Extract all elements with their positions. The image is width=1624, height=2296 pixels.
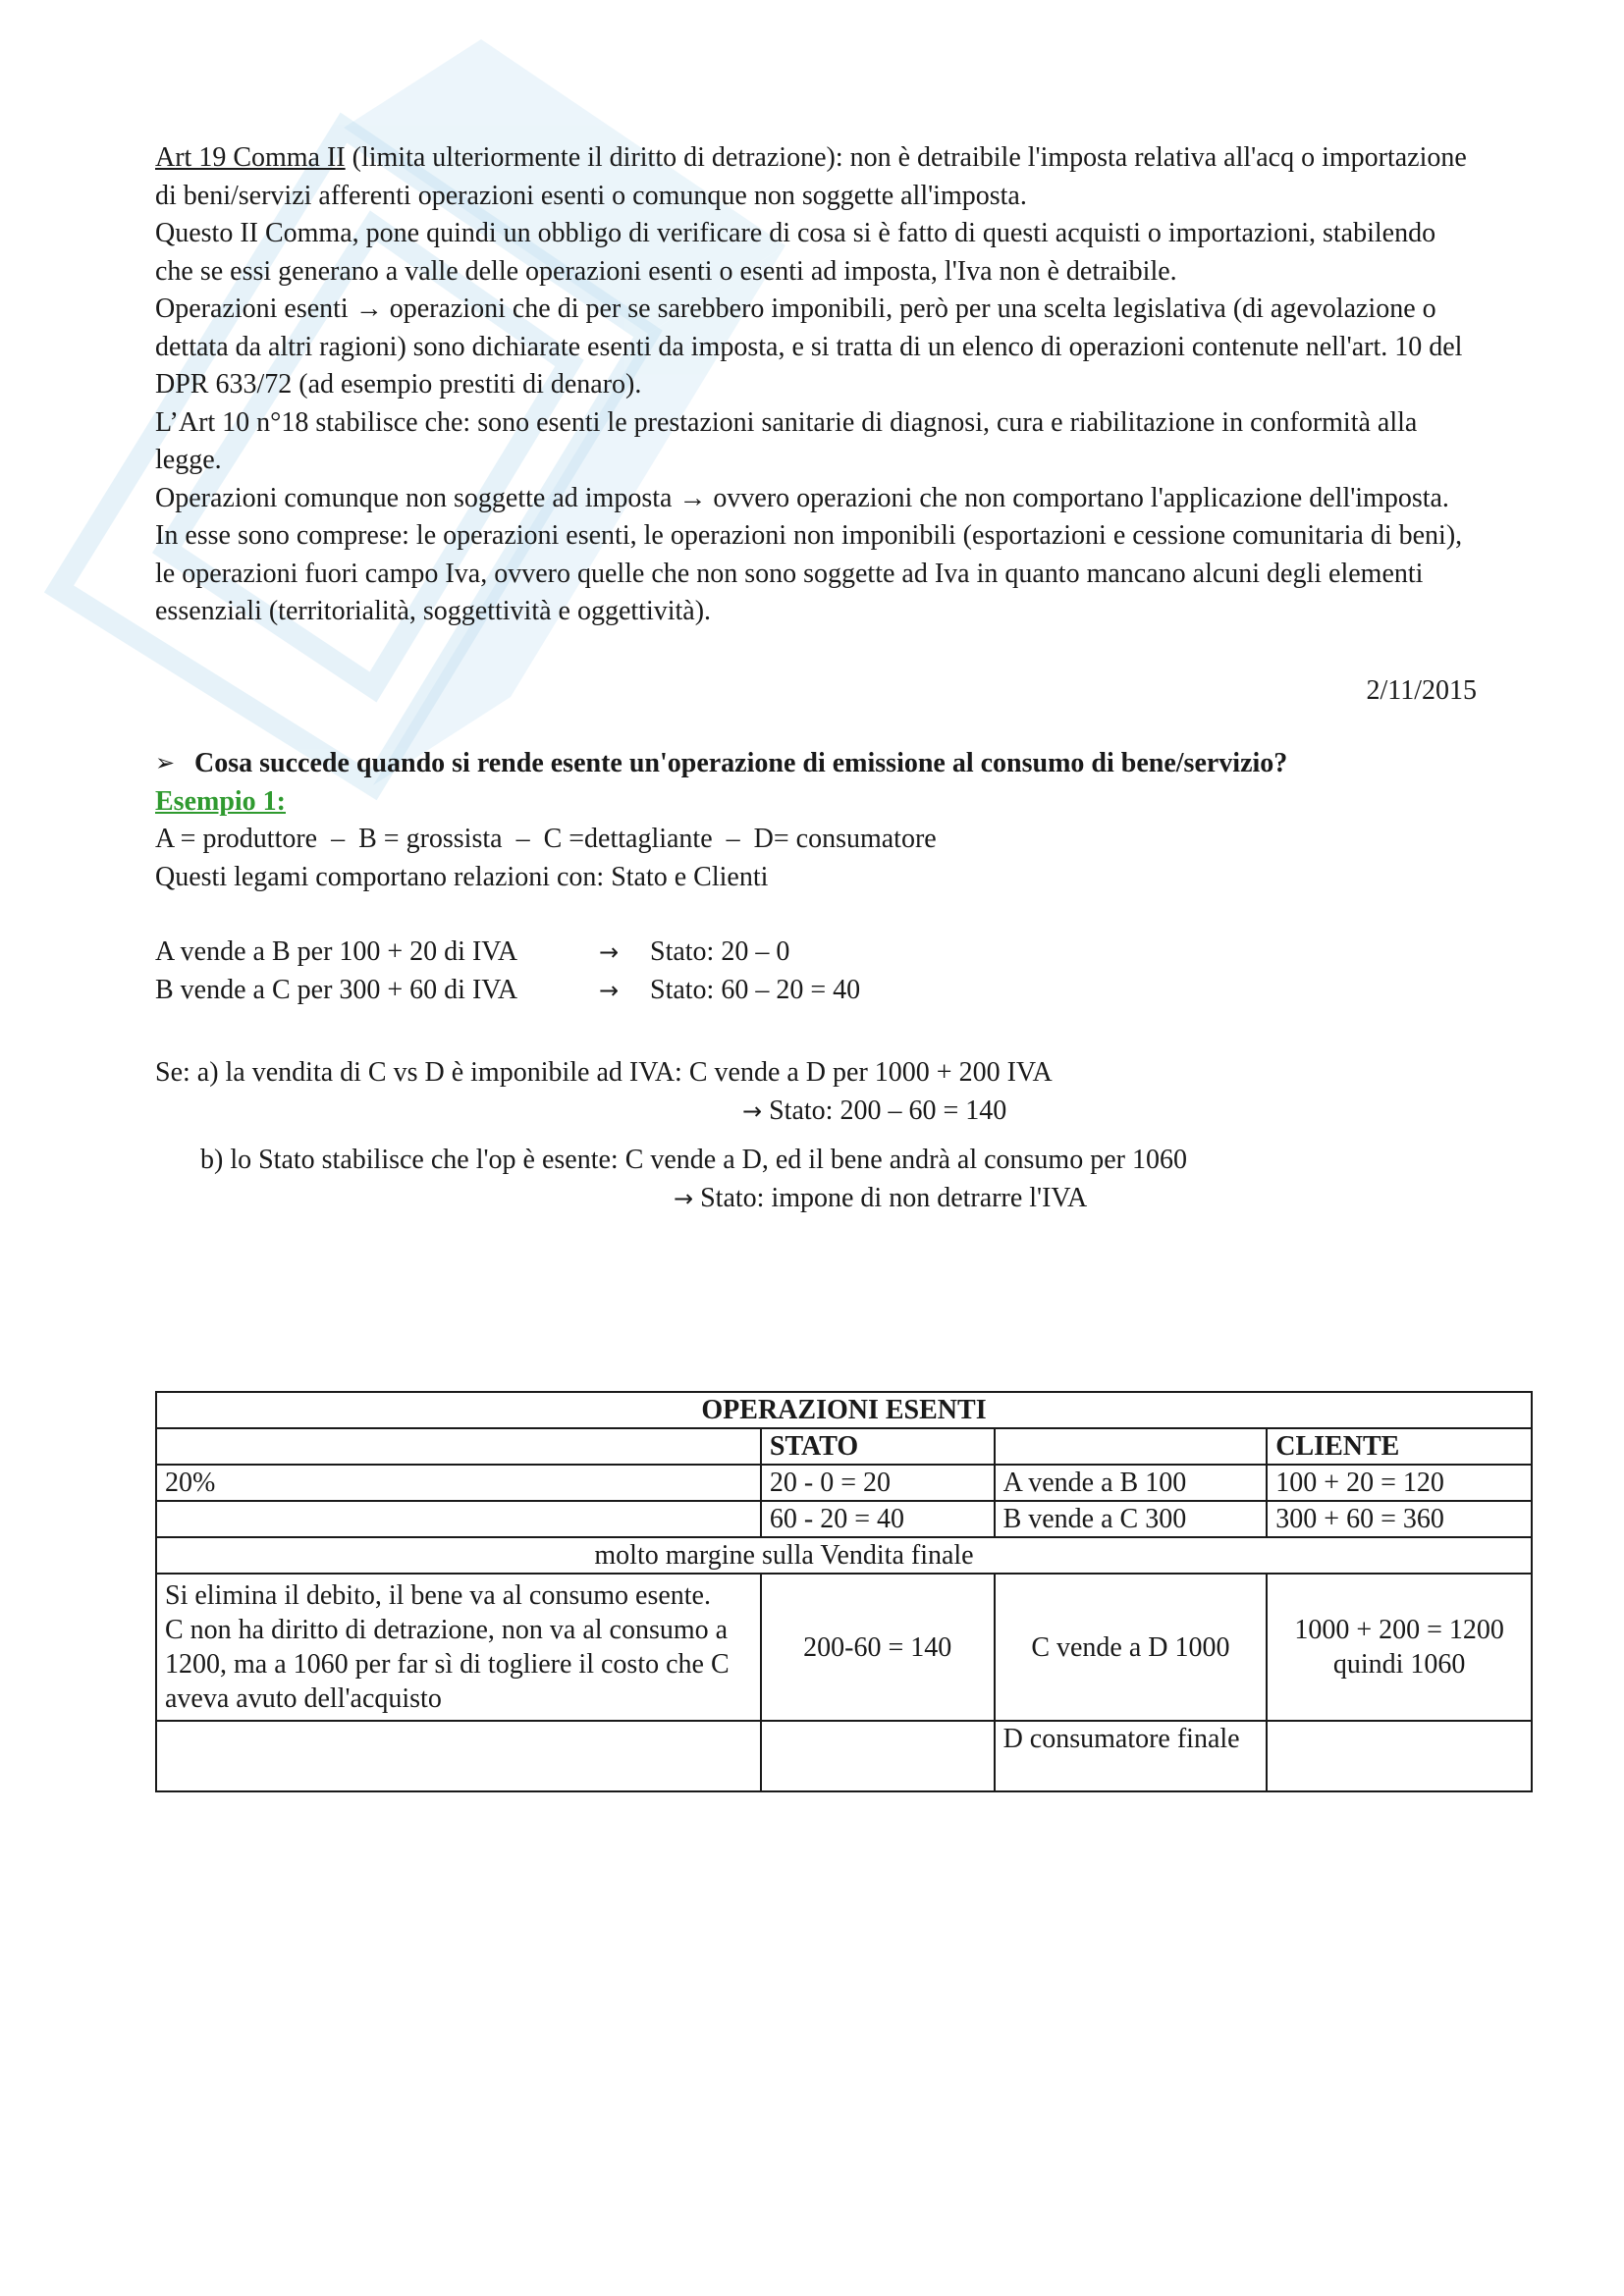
table-cell bbox=[761, 1721, 995, 1791]
art19-text: (limita ulteriormente il diritto di detrazione): non è detraibile l'imposta relativa all'acq o importazione di beni/servizi afferenti operazioni esenti o comunque non soggette all'imposta. bbox=[155, 142, 1467, 211]
operation-cell: D consumatore finale bbox=[995, 1721, 1268, 1791]
table-row bbox=[156, 1721, 1532, 1791]
table-row bbox=[156, 1465, 1532, 1501]
right-arrow-icon: → bbox=[599, 938, 620, 966]
paragraph-non-soggette: Operazioni comunque non soggette ad imposta → ovvero operazioni che non comportano l'applicazione dell'imposta. In esse sono comprese: le operazioni esenti, le operazioni non imponibili (esportazioni e cessione comunitaria di beni), le operazioni fuori campo Iva, ovvero quelle che non sono soggette ad Iva in quanto mancano alcuni degli elementi essenziali (territorialità, soggettività e oggettività). bbox=[155, 482, 1463, 626]
stato-cell: 20 - 0 = 20 bbox=[761, 1465, 995, 1501]
case-a-text: Se: a) la vendita di C vs D è imponibile ad IVA: C vende a D per 1000 + 200 IVA bbox=[155, 1057, 1053, 1088]
stato-cell: 200-60 = 140 bbox=[761, 1574, 995, 1721]
sale-text: B vende a C per 300 + 60 di IVA bbox=[155, 974, 518, 1005]
margin-note: molto margine sulla Vendita finale bbox=[156, 1537, 1532, 1574]
art19-reference: Art 19 Comma II bbox=[155, 142, 346, 173]
cliente-total: 1000 + 200 = 1200 bbox=[1294, 1615, 1504, 1645]
stato-cell: 60 - 20 = 40 bbox=[761, 1501, 995, 1537]
operation-cell: B vende a C 300 bbox=[995, 1501, 1268, 1537]
document-body bbox=[155, 139, 1477, 1217]
sale-text: A vende a B per 100 + 20 di IVA bbox=[155, 936, 518, 967]
table-row bbox=[156, 1574, 1532, 1721]
table-cell bbox=[995, 1428, 1268, 1465]
case-b-result bbox=[155, 1180, 1471, 1218]
table-header-row bbox=[156, 1428, 1532, 1465]
example-roles: A = produttore – B = grossista – C =dettagliante – D= consumatore bbox=[155, 824, 937, 854]
table-cell bbox=[156, 1721, 761, 1791]
table-cell bbox=[156, 1501, 761, 1537]
cliente-actual: quindi 1060 bbox=[1332, 1649, 1466, 1680]
case-b-result-text: Stato: impone di non detrarre l'IVA bbox=[700, 1182, 1088, 1213]
description-cell: Si elimina il debito, il bene va al consumo esente. C non ha diritto di detrazione, non va al consumo a 1200, ma a 1060 per far sì di togliere il costo che C aveva avuto dell'acquisto bbox=[156, 1574, 761, 1721]
sale-result: Stato: 60 – 20 = 40 bbox=[650, 974, 861, 1005]
right-arrow-icon: → bbox=[742, 1096, 763, 1125]
table-cell bbox=[156, 1428, 761, 1465]
paragraph-art10: L’Art 10 n°18 stabilisce che: sono esenti le prestazioni sanitarie di diagnosi, cura e riabilitazione in conformità alla legge. bbox=[155, 406, 1418, 475]
table-row bbox=[156, 1501, 1532, 1537]
sale-line bbox=[155, 972, 1471, 1010]
paragraph-comma-ii: Questo II Comma, pone quindi un obbligo di verificare di cosa si è fatto di questi acquisti o importazioni, stabilendo che se essi generano a valle delle operazioni esenti o esenti ad imposta, l'Iva non è detraibile. bbox=[155, 218, 1436, 287]
date-label: 2/11/2015 bbox=[1366, 674, 1477, 706]
case-a-result-text: Stato: 200 – 60 = 140 bbox=[769, 1095, 1007, 1126]
right-arrow-icon: → bbox=[599, 976, 620, 1004]
question-text: Cosa succede quando si rende esente un'operazione di emissione al consumo di bene/servizio? bbox=[194, 748, 1288, 778]
case-a-result bbox=[155, 1093, 1471, 1131]
table-note-row bbox=[156, 1537, 1532, 1574]
case-b-text: b) lo Stato stabilisce che l'op è esente: C vende a D, ed il bene andrà al consumo per 1060 bbox=[200, 1145, 1187, 1175]
table-title: OPERAZIONI ESENTI bbox=[156, 1392, 1532, 1428]
column-header-cliente: CLIENTE bbox=[1267, 1428, 1532, 1465]
operazioni-esenti-table bbox=[155, 1391, 1533, 1792]
cliente-cell: 300 + 60 = 360 bbox=[1267, 1501, 1532, 1537]
paragraph-operazioni-esenti: Operazioni esenti → operazioni che di per se sarebbero imponibili, però per una scelta legislativa (di agevolazione o dettata da altri ragioni) sono dichiarate esenti da imposta, e si tratta di un elenco di operazioni contenute nell'art. 10 del DPR 633/72 (ad esempio prestiti di denaro). bbox=[155, 294, 1463, 400]
cliente-cell: 100 + 20 = 120 bbox=[1267, 1465, 1532, 1501]
rate-cell: 20% bbox=[156, 1465, 761, 1501]
table-cell bbox=[1267, 1721, 1532, 1791]
column-header-stato: STATO bbox=[761, 1428, 995, 1465]
paragraph-art19 bbox=[155, 139, 1471, 215]
sale-result: Stato: 20 – 0 bbox=[650, 936, 790, 967]
operation-cell: A vende a B 100 bbox=[995, 1465, 1268, 1501]
sale-line bbox=[155, 934, 1471, 972]
arrow-bullet-icon: ➢ bbox=[155, 751, 176, 776]
operation-cell: C vende a D 1000 bbox=[995, 1574, 1268, 1721]
example-title: Esempio 1: bbox=[155, 785, 286, 817]
cliente-cell bbox=[1267, 1574, 1532, 1721]
question-heading bbox=[155, 745, 1471, 783]
table-title-row bbox=[156, 1392, 1532, 1428]
example-relations: Questi legami comportano relazioni con: Stato e Clienti bbox=[155, 861, 769, 892]
right-arrow-icon: → bbox=[674, 1184, 694, 1212]
